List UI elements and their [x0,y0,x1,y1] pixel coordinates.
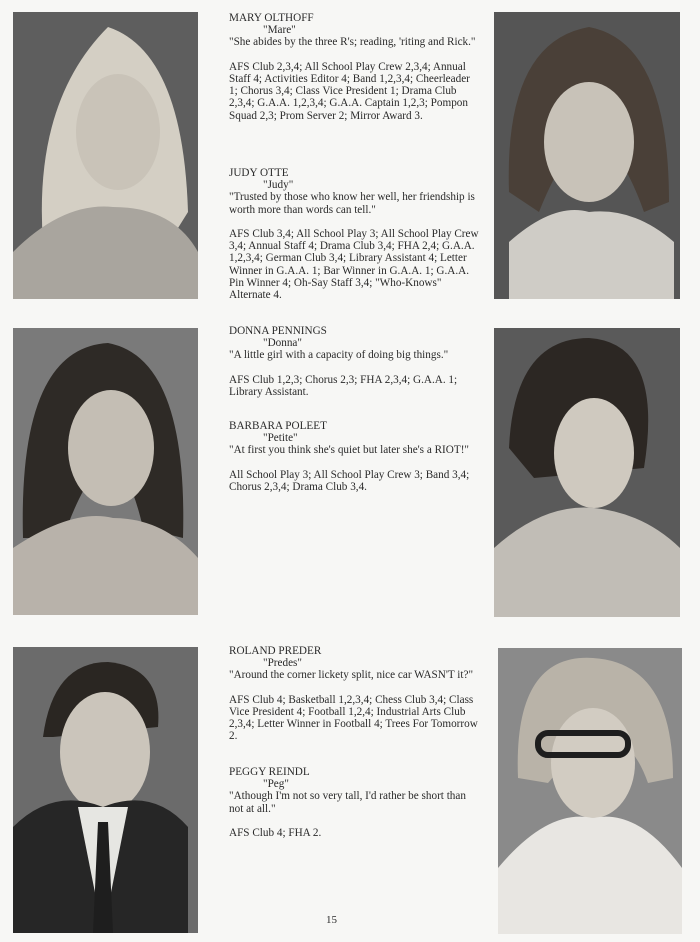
student-entry-peggy-reindl [229,766,479,839]
student-entry-donna-pennings [229,325,479,398]
student-activities: AFS Club 4; Basketball 1,2,3,4; Chess Club 3,4; Class Vice President 4; Football 1,2,4; Industrial Arts Club 2,3,4; Letter Winner in Football 4; Trees For Tomorrow 2. [229,693,478,743]
student-entry-roland-preder [229,645,479,743]
student-entry-judy-otte [229,167,479,301]
student-quote: "Trusted by those who know her well, her friendship is worth more than words can tell." [229,191,475,216]
portrait-photo-judy-otte [494,12,680,299]
student-quote: "At first you think she's quiet but later she's a RIOT!" [229,444,469,457]
student-nickname: "Judy" [263,179,294,192]
student-quote: "Athough I'm not so very tall, I'd rather be short than not at all." [229,790,466,815]
portrait-photo-mary-olthoff [13,12,198,299]
portrait-photo-donna-pennings [13,328,198,615]
page-number: 15 [326,914,337,926]
student-quote: "A little girl with a capacity of doing big things." [229,349,449,362]
student-name: MARY OLTHOFF [229,12,314,24]
portrait-photo-roland-preder [13,647,198,933]
student-nickname: "Predes" [263,657,302,670]
student-activities: AFS Club 2,3,4; All School Play Crew 2,3,4; Annual Staff 4; Activities Editor 4; Band 1,2,3,4; Cheerleader 1; Chorus 3,4; Class Vice President 1; Drama Club 2,3,4; G.A.A. 1,2,3,4; G.A.A. Captain 1,2,3; Pompon Squad 2,3; Prom Server 2; Mirror Award 3. [229,60,470,122]
student-name: ROLAND PREDER [229,645,322,657]
student-nickname: "Donna" [263,337,302,350]
student-activities: AFS Club 1,2,3; Chorus 2,3; FHA 2,3,4; G.A.A. 1; Library Assistant. [229,373,458,398]
student-activities: AFS Club 4; FHA 2. [229,827,322,839]
portrait-photo-barbara-poleet [494,328,680,617]
student-activities: All School Play 3; All School Play Crew 3; Band 3,4; Chorus 2,3,4; Drama Club 3,4. [229,468,470,493]
student-quote: "She abides by the three R's; reading, 'riting and Rick." [229,36,476,49]
student-entry-mary-olthoff [229,12,479,122]
student-entry-barbara-poleet [229,420,479,493]
student-quote: "Around the corner lickety split, nice car WASN'T it?" [229,669,474,682]
portrait-photo-peggy-reindl [498,648,682,934]
student-activities: AFS Club 3,4; All School Play 3; All School Play Crew 3,4; Annual Staff 4; Drama Club 3,4; FHA 2,4; G.A.A. 1,2,3,4; German Club 3,4; Library Assistant 4; Letter Winner in G.A.A. 1; Bar Winner in G.A.A. 1; G.A.A. Pin Winner 4; Oh-Say Staff 3,4; "Who-Knows" Alternate 4. [229,228,479,302]
student-nickname: "Petite" [263,432,298,445]
student-name: JUDY OTTE [229,167,289,179]
student-name: BARBARA POLEET [229,420,327,432]
student-name: DONNA PENNINGS [229,325,327,337]
student-nickname: "Mare" [263,24,296,37]
student-name: PEGGY REINDL [229,766,310,778]
student-nickname: "Peg" [263,778,289,791]
